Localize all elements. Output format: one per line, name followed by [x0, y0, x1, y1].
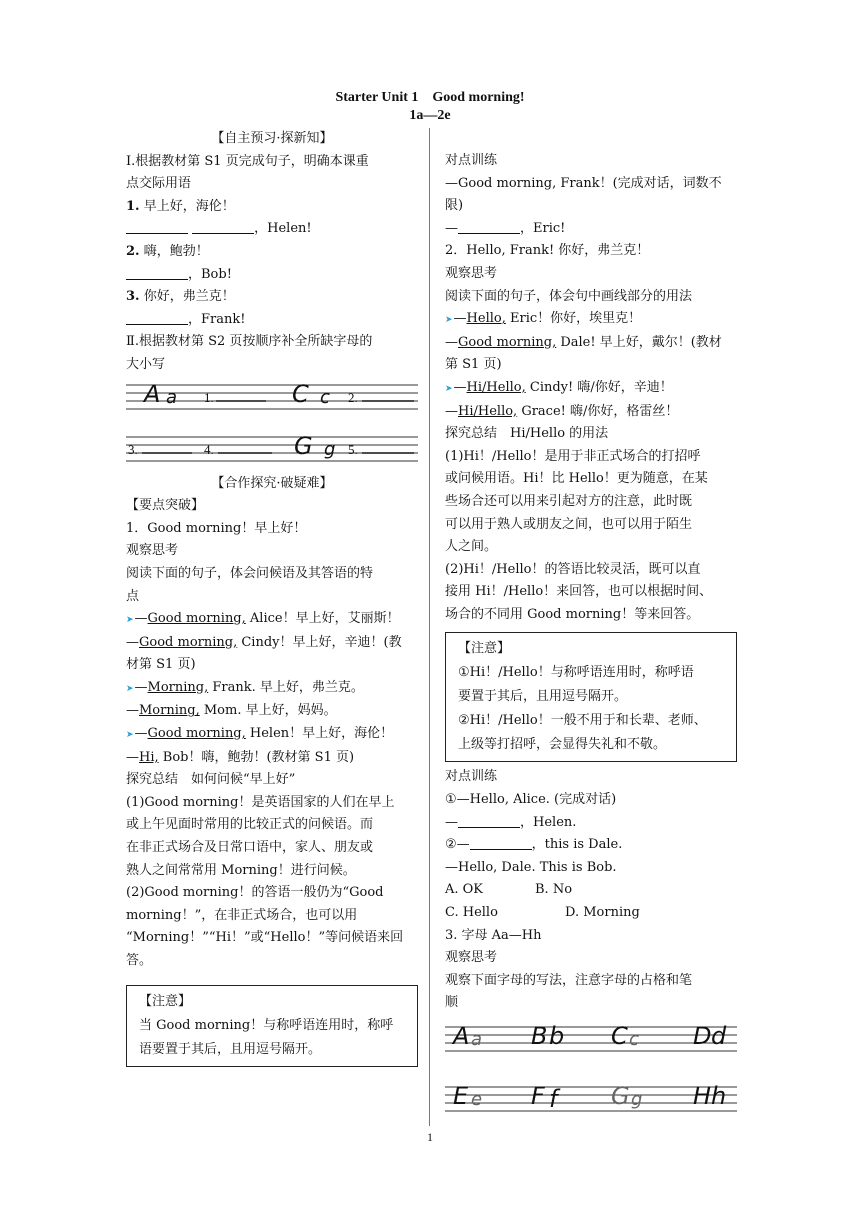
blank-input[interactable] — [470, 835, 532, 850]
drill-heading: 对点训练 — [445, 769, 498, 785]
blank-number: 2. — [348, 389, 358, 405]
letter-E: E — [453, 1082, 469, 1110]
drill-text: 限) — [445, 198, 464, 214]
read-instruction-cont: 点 — [126, 588, 140, 604]
note-box — [445, 632, 737, 762]
left-column — [126, 128, 418, 1071]
letter-d: d — [711, 1022, 727, 1050]
example-line: —Good morning, Dale! 早上好，戴尔！(教材 — [445, 334, 722, 350]
letter-a: a — [471, 1029, 483, 1050]
arrow-icon: ➤ — [126, 615, 134, 626]
part1-instruction-cont: 点交际用语 — [126, 176, 192, 192]
drill-answer: — ，Helen. — [445, 814, 577, 830]
letter-writing-lines-1 — [126, 381, 418, 415]
note-text: 语要置于其后，且用逗号隔开。 — [139, 1041, 322, 1057]
letter-G: G — [294, 432, 313, 460]
letter-c: c — [629, 1029, 639, 1050]
read-instruction: 阅读下面的句子，体会句中画线部分的用法 — [445, 288, 693, 304]
drill-text: —Good morning, Frank！(完成对话，词数不 — [445, 175, 722, 191]
part1-instruction: Ⅰ.根据教材第 S1 页完成句子，明确本课重 — [126, 153, 369, 169]
letter-a: a — [166, 386, 178, 408]
example-line: ➤—Morning, Frank. 早上好，弗兰克。 — [126, 679, 364, 695]
note-text: ②Hi！/Hello！一般不用于和长辈、老师、 — [458, 713, 707, 729]
blank-input[interactable] — [192, 219, 254, 234]
example-line-cont: 第 S1 页) — [445, 357, 502, 373]
summary-text: (2)Hi！/Hello！的答语比较灵活，既可以直 — [445, 561, 701, 577]
drill-heading: 对点训练 — [445, 153, 498, 168]
letter-C: C — [611, 1022, 628, 1050]
blank-input[interactable] — [458, 813, 520, 828]
drill-text: —Hello, Dale. This is Bob. — [445, 859, 617, 875]
blank-input[interactable] — [126, 219, 188, 234]
summary-text: 熟人之间常常用 Morning！进行问候。 — [126, 862, 356, 878]
part2-instruction-cont: 大小写 — [126, 356, 166, 372]
blank-number: 3. — [128, 441, 138, 457]
summary-text: 人之间。 — [445, 539, 498, 555]
blank-input[interactable] — [126, 265, 188, 280]
observe-label: 观察思考 — [445, 950, 498, 966]
summary-text: (1)Good morning！是英语国家的人们在早上 — [126, 794, 395, 810]
observe-label: 观察思考 — [445, 265, 498, 281]
example-line: —Morning, Mom. 早上好，妈妈。 — [126, 703, 337, 719]
letter-C: C — [292, 380, 309, 408]
summary-text: morning！”，在非正式场合，也可以用 — [126, 907, 358, 923]
example-line: —Good morning, Cindy！早上好，辛迪！(教 — [126, 634, 402, 650]
drill-text: ①—Hello, Alice. (完成对话) — [445, 792, 617, 808]
note-text: 当 Good morning！与称呼语连用时，称呼 — [139, 1017, 394, 1033]
note-text: ①Hi！/Hello！与称呼语连用时，称呼语 — [458, 665, 694, 681]
letter-A: A — [144, 380, 161, 408]
point-1-heading: 1．Good morning！早上好！ — [126, 520, 307, 536]
blank-number: 4. — [204, 441, 214, 457]
letter-B: B — [531, 1022, 548, 1050]
page-subtitle: 1a—2e — [409, 108, 451, 123]
summary-text: 或问候用语。Hi！比 Hello！更为随意，在某 — [445, 471, 708, 487]
key-points-title: 【要点突破】 — [126, 498, 205, 514]
option-b[interactable]: B. No — [535, 882, 573, 898]
letter-c: c — [320, 386, 330, 408]
summary-text: 些场合还可以用来引起对方的注意，此时既 — [445, 493, 693, 509]
blank-input[interactable] — [458, 219, 520, 234]
question-2: 2. 嗨，鲍勃！ — [126, 243, 209, 259]
column-divider — [429, 128, 430, 1126]
answer-1: ，Helen! — [126, 218, 418, 241]
options-row — [445, 902, 737, 925]
read-instruction: 阅读下面的句子，体会问候语及其答语的特 — [126, 565, 374, 581]
letter-H: H — [693, 1082, 712, 1110]
question-1: 1. 早上好，海伦！ — [126, 198, 235, 214]
arrow-icon: ➤ — [445, 383, 453, 394]
options-row — [445, 879, 737, 902]
question-3: 3. 你好，弗兰克！ — [126, 289, 235, 305]
summary-text: 答。 — [126, 953, 153, 968]
letter-A: A — [453, 1022, 470, 1050]
option-c[interactable]: C. Hello — [445, 905, 498, 921]
answer-3: ，Frank! — [126, 309, 418, 332]
arrow-icon: ➤ — [445, 315, 453, 326]
drill-answer: ②— ，this is Dale. — [445, 837, 623, 853]
letter-g: g — [324, 438, 336, 460]
blank-input[interactable] — [126, 310, 188, 325]
letter-f: f — [549, 1085, 558, 1113]
section-title-explore: 【合作探究·破疑难】 — [211, 475, 333, 491]
arrow-icon: ➤ — [126, 683, 134, 694]
note-text: 要置于其后，且用逗号隔开。 — [458, 689, 628, 705]
example-line: ➤—Hi/Hello, Cindy! 嗨/你好，辛迪！ — [445, 379, 673, 395]
summary-text: 在非正式场合及日常口语中，家人、朋友或 — [126, 840, 374, 856]
letter-G: G — [611, 1082, 630, 1110]
blank-number: 1. — [204, 389, 214, 405]
note-title: 【注意】 — [458, 641, 511, 657]
letter-b: b — [549, 1022, 565, 1050]
summary-heading: 探究总结 如何问候“早上好” — [126, 772, 296, 788]
summary-text: 场合的不同用 Good morning！等来回答。 — [445, 606, 700, 622]
example-line: —Hi/Hello, Grace! 嗨/你好，格雷丝！ — [445, 403, 679, 419]
example-line-cont: 材第 S1 页) — [126, 657, 196, 673]
letter-model-lines-1 — [445, 1021, 737, 1057]
summary-text: “Morning！”“Hi！”或“Hello！”等问候语来回 — [126, 930, 404, 946]
summary-heading: 探究总结 Hi/Hello 的用法 — [445, 426, 609, 442]
section-title-preview: 【自主预习·探新知】 — [211, 131, 333, 146]
page-title: Starter Unit 1 Good morning! — [335, 90, 525, 105]
note-title: 【注意】 — [139, 993, 192, 1009]
observe-label: 观察思考 — [126, 543, 179, 559]
point-2-heading: 2．Hello, Frank! 你好，弗兰克！ — [445, 243, 650, 259]
example-line: ➤—Good morning, Alice！早上好，艾丽斯！ — [126, 611, 400, 627]
arrow-icon: ➤ — [126, 730, 134, 741]
example-line: ➤—Good morning, Helen！早上好，海伦！ — [126, 726, 394, 742]
summary-text: (1)Hi！/Hello！是用于非正式场合的打招呼 — [445, 448, 701, 464]
summary-text: (2)Good morning！的答语一般仍为“Good — [126, 885, 384, 901]
example-line: ➤—Hello, Eric！你好，埃里克！ — [445, 311, 642, 327]
letter-D: D — [693, 1022, 712, 1050]
point-3-heading: 3. 字母 Aa—Hh — [445, 927, 542, 943]
letter-h: h — [711, 1082, 727, 1110]
summary-text: 可以用于熟人或朋友之间，也可以用于陌生 — [445, 516, 693, 532]
summary-text: 接用 Hi！/Hello！来回答，也可以根据时间、 — [445, 584, 713, 600]
read-instruction: 观察下面字母的写法，注意字母的占格和笔 — [445, 972, 693, 988]
option-d[interactable]: D. Morning — [565, 905, 640, 921]
note-box — [126, 985, 418, 1067]
letter-g: g — [631, 1089, 643, 1110]
page-number: 1 — [427, 1130, 433, 1144]
blank-number: 5. — [348, 441, 358, 457]
drill-answer: — ，Eric! — [445, 220, 566, 236]
letter-model-lines-2 — [445, 1081, 737, 1117]
example-line: —Hi, Bob！嗨，鲍勃！(教材第 S1 页) — [126, 749, 355, 765]
part2-instruction: Ⅱ.根据教材第 S2 页按顺序补全所缺字母的 — [126, 334, 373, 350]
read-instruction-cont: 顺 — [445, 995, 459, 1011]
letter-F: F — [531, 1082, 545, 1110]
note-text: 上级等打招呼，会显得失礼和不敬。 — [458, 737, 667, 753]
option-a[interactable]: A. OK — [445, 882, 484, 898]
answer-2: ，Bob! — [126, 264, 418, 287]
letter-e: e — [471, 1089, 483, 1110]
summary-text: 或上午见面时常用的比较正式的问候语。而 — [126, 817, 374, 833]
letter-writing-lines-2 — [126, 433, 418, 467]
right-column — [445, 150, 737, 1123]
